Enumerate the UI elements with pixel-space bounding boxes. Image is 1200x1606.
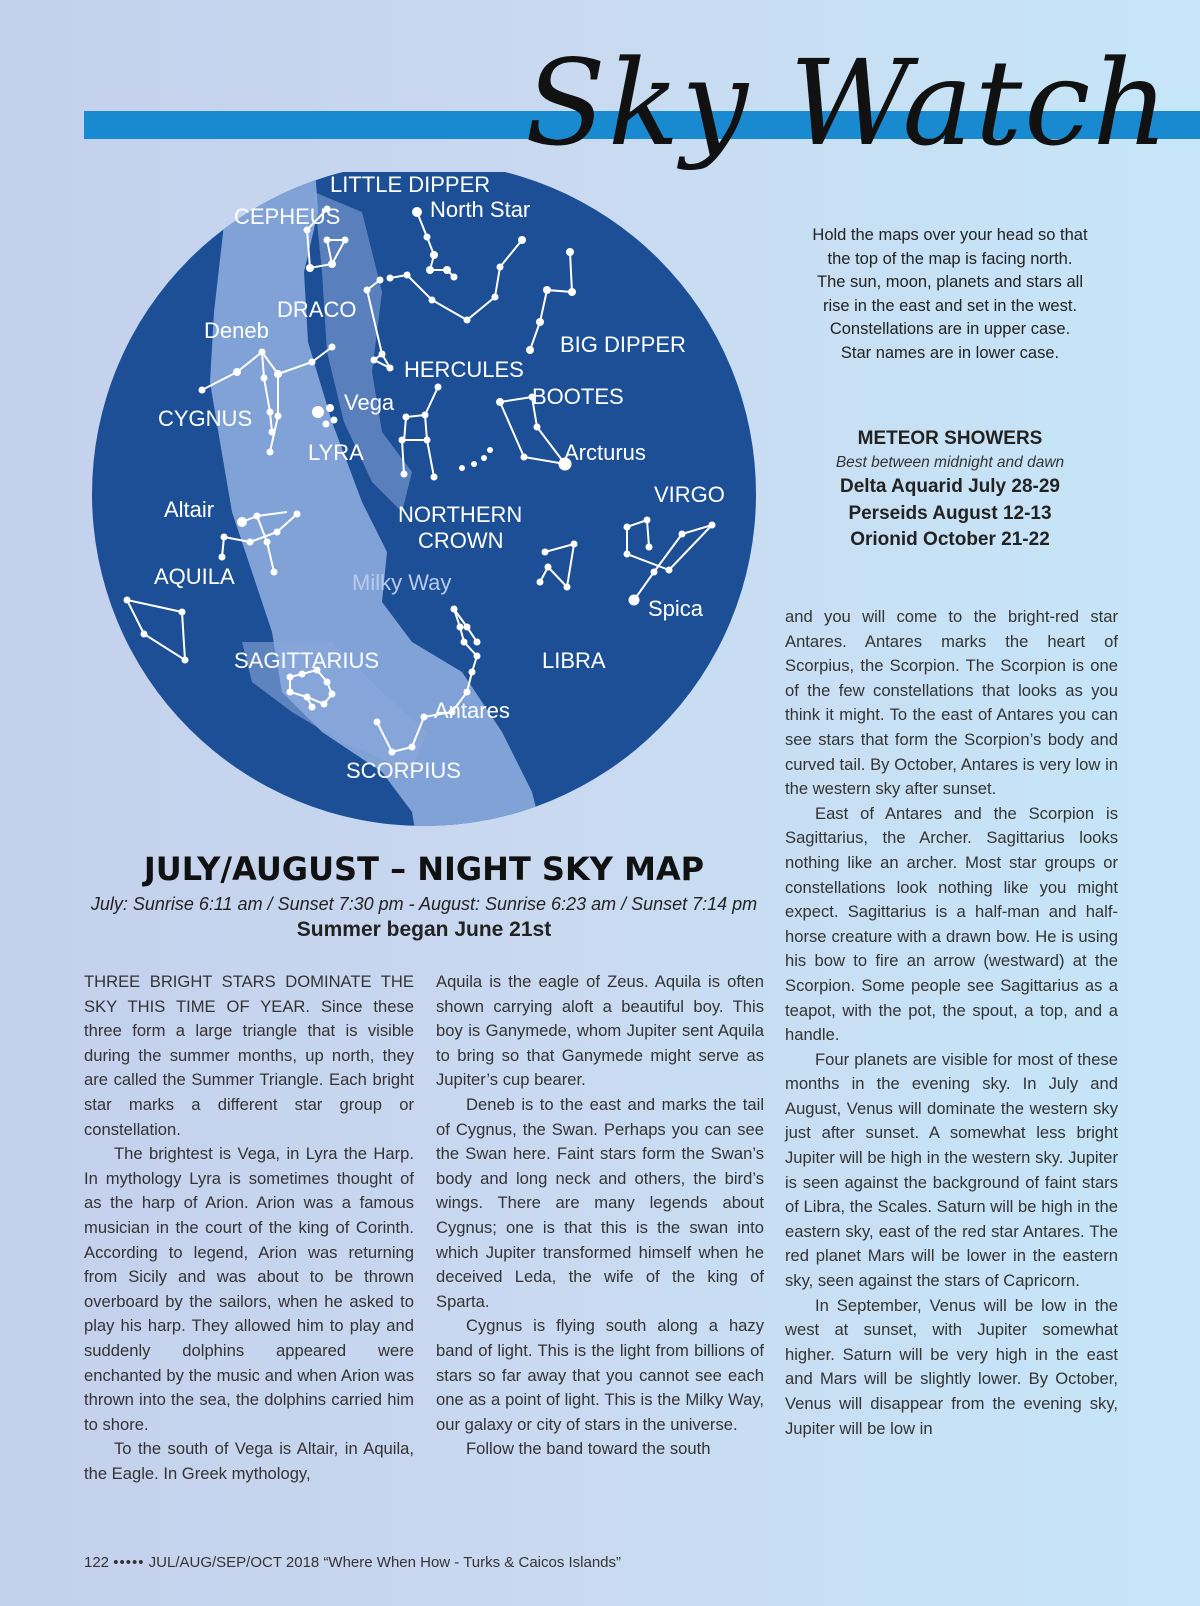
paragraph: To the south of Vega is Altair, in Aquila, the Eagle. In Greek mythology, [84, 1439, 414, 1483]
night-sky-map [82, 172, 766, 842]
page-footer [84, 1554, 621, 1571]
instruction-line: rise in the east and set in the west. [822, 296, 1078, 315]
label-antares: Antares [434, 698, 510, 723]
paragraph: Deneb is to the east and marks the tail of Cygnus, the Swan. Perhaps you can see the Swan here. Faint stars form the Swan’s body and long neck and others, the bird’s wings. There are many legends about Cygnus; one is that this is the swan into which Jupiter transformed himself when he deceived Leda, the wife of the king of Sparta. [436, 1094, 764, 1311]
label-bootes: BOOTES [532, 384, 624, 409]
label-lyra: LYRA [308, 440, 364, 465]
map-title: JULY/AUGUST – NIGHT SKY MAP [143, 850, 705, 888]
label-crown: CROWN [418, 528, 504, 553]
instruction-line: Constellations are in upper case. [829, 320, 1071, 339]
paragraph: East of Antares and the Scorpion is Sagittarius, the Archer. Sagittarius looks nothing like an archer. Most star groups or constellations look nothing like you might expect. Sagittarius is a half-man and half-horse creature with a drawn bow. He is using his bow to fire an arrow (westward) at the Scorpion. Some people see Sagittarius as a teapot, with the pot, the spout, a top, and a handle. [785, 803, 1118, 1045]
label-arcturus: Arcturus [564, 440, 646, 465]
label-hercules: HERCULES [404, 357, 524, 382]
paragraph: and you will come to the bright-red star Antares. Antares marks the heart of Scorpius, the Scorpion. The Scorpion is one of the few constellations that looks as you think it might. To the east of Antares you can see stars that form the Scorpion’s body and curved tail. By October, Antares is very low in the western sky after sunset. [785, 607, 1118, 799]
label-scorpius: SCORPIUS [346, 758, 461, 783]
issue-date: JUL/AUG/SEP/OCT 2018 [148, 1554, 320, 1571]
label-sagittarius: SAGITTARIUS [234, 648, 380, 673]
summer-note: Summer began June 21st [296, 918, 552, 941]
article-column-3 [785, 605, 1118, 1441]
label-altair: Altair [164, 497, 215, 522]
map-caption [84, 850, 764, 944]
label-cygnus: CYGNUS [158, 406, 253, 431]
paragraph: Four planets are visible for most of these months in the evening sky. In July and August, Venus will dominate the western sky just after sunset. A somewhat less bright Jupiter will be high in the western sky. Jupiter is seen against the background of faint stars of Libra, the Scales. Saturn will be high in the eastern sky, east of the red star Antares. The red planet Mars will be lower in the eastern sky, seen against the stars of Capricorn. [785, 1049, 1118, 1291]
meteor-showers [780, 426, 1120, 554]
meteor-subheading: Best between midnight and dawn [835, 454, 1065, 471]
instruction-line: Hold the maps over your head so that [812, 226, 1088, 244]
meteor-item: Orionid October 21-22 [850, 529, 1050, 550]
instruction-line: Star names are in lower case. [840, 343, 1060, 362]
meteor-item: Delta Aquarid July 28-29 [840, 476, 1060, 497]
meteor-item: Perseids August 12-13 [848, 502, 1052, 524]
label-draco: DRACO [277, 297, 357, 322]
label-virgo: VIRGO [654, 482, 725, 507]
paragraph: In September, Venus will be low in the west at sunset, with Jupiter somewhat higher. Saturn will be very high in the east and Mars will be slightly lower. By October, Venus will disappear from the evening sky, Jupiter will be low in [785, 1295, 1118, 1438]
article-column-1 [84, 970, 414, 1486]
paragraph: Cygnus is flying south along a hazy band of light. This is the light from billions of stars so far away that you cannot see each one as a point of light. This is the Milky Way, our galaxy or city of stars in the universe. [436, 1316, 764, 1434]
publication-name: “Where When How - Turks & Caicos Islands” [323, 1554, 622, 1571]
label-north-star: North Star [430, 197, 531, 222]
label-spica: Spica [648, 596, 704, 621]
instruction-line: the top of the map is facing north. [827, 249, 1073, 268]
label-cepheus: CEPHEUS [234, 204, 341, 229]
sunrise-sunset-times: July: Sunrise 6:11 am / Sunset 7:30 pm - August: Sunrise 6:23 am / Sunset 7:14 pm [90, 894, 758, 914]
footer-dots: ••••• [113, 1554, 145, 1571]
paragraph: Aquila is the eagle of Zeus. Aquila is often shown carrying aloft a beautiful boy. This boy is Ganymede, whom Jupiter sent Aquila to bring so that Ganymede might serve as Jupiter’s cup bearer. [436, 972, 764, 1090]
instruction-line: The sun, moon, planets and stars all [817, 273, 1083, 292]
label-little-dipper: LITTLE DIPPER [330, 172, 491, 197]
label-milky-way: Milky Way [352, 570, 452, 595]
label-libra: LIBRA [542, 648, 606, 673]
paragraph: Follow the band toward the south [466, 1439, 711, 1459]
meteor-heading: METEOR SHOWERS [857, 428, 1043, 449]
paragraph: THREE BRIGHT STARS DOMINATE THE SKY THIS TIME OF YEAR. Since these three form a large triangle that is visible during the summer months, up north, they are called the Summer Triangle. Each bright star marks a different star group or constellation. [84, 972, 414, 1139]
label-northern: NORTHERN [398, 502, 523, 527]
page-number: 122 [84, 1554, 110, 1571]
label-aquila: AQUILA [154, 564, 235, 589]
label-big-dipper: BIG DIPPER [560, 332, 686, 357]
map-instructions [780, 224, 1120, 366]
label-deneb: Deneb [204, 318, 269, 343]
label-vega: Vega [344, 390, 395, 415]
article-column-2 [436, 970, 764, 1462]
page-title: Sky Watch [525, 34, 1171, 172]
paragraph: The brightest is Vega, in Lyra the Harp. In mythology Lyra is sometimes thought of as the harp of Arion. Arion was a famous musician in the court of the king of Corinth. According to legend, Arion was returning from Sicily and was about to be thrown overboard by the sailors, when he asked to play his harp. They allowed him to play and suddenly dolphins appeared were enchanted by the music and when Arion was thrown into the sea, the dolphins carried him to shore. [84, 1144, 414, 1434]
